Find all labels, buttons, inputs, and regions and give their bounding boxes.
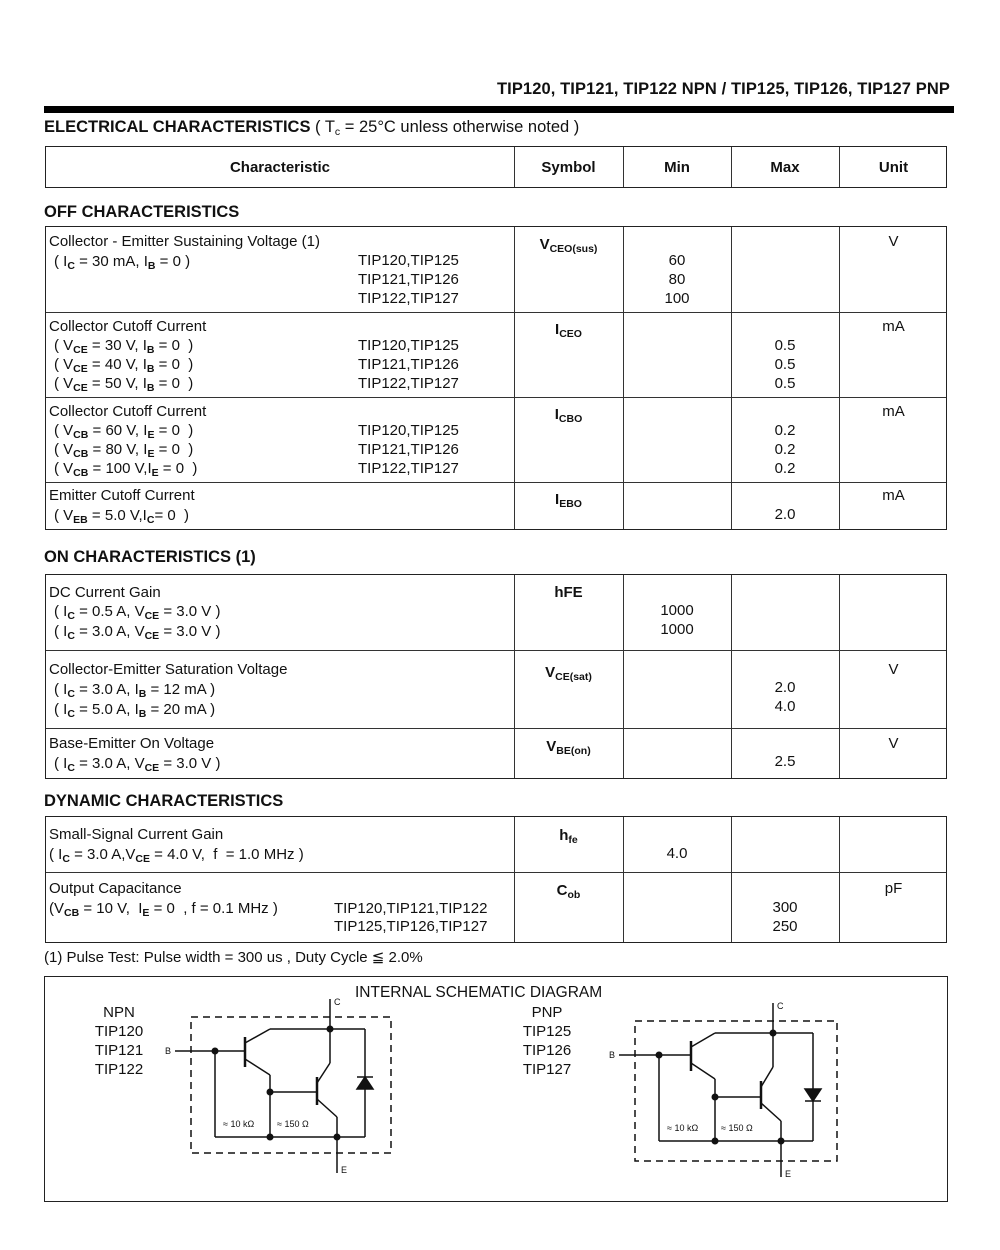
row-iceo-cond: ( $V_{CE} = 30$ V, $I_B = 0$ ) <box>54 337 194 356</box>
max-value: 2.5 <box>774 753 796 770</box>
device-label: TIP121,TIP126 <box>358 441 459 458</box>
row-hfe-cond: ( $I_C = 0.5$ A, $V_{CE} = 3.0$ V ) <box>54 603 221 622</box>
pnp-pin-b: B <box>609 1050 616 1060</box>
internal-schematic-diagram <box>44 976 948 1202</box>
pnp-label: PNP <box>531 1004 563 1021</box>
min-value: 60 <box>668 252 686 269</box>
row-iceo-cond: ( $V_{CE} = 50$ V, $I_B = 0$ ) <box>54 375 194 394</box>
col-characteristic: Characteristic <box>229 159 331 176</box>
header-rule <box>44 106 954 113</box>
dynamic-table <box>45 816 947 943</box>
max-value: 0.2 <box>774 422 796 439</box>
max-value: 0.5 <box>774 337 796 354</box>
npn-r2-label: ≈ 150 Ω <box>277 1119 309 1129</box>
row-hfe-ss-cond: ( $I_C = 3.0$ $A,V_{CE} = 4.0$ V, f = 1.0 MHz ) <box>49 846 304 865</box>
min-value: 4.0 <box>666 845 688 862</box>
unit-value: mA <box>882 487 905 504</box>
row-vceo-name: Collector - Emitter Sustaining Voltage (1) <box>49 233 320 250</box>
row-icbo-cond: ( $V_{CB} = 60$ V, $I_E = 0$ ) <box>54 422 194 441</box>
pnp-part: TIP127 <box>522 1061 572 1078</box>
device-label: TIP121,TIP126 <box>358 271 459 288</box>
symbol-icbo: $I_{CBO}$ <box>554 406 583 425</box>
row-vcesat-cond: ( $I_C = 5.0$ A, $I_B = 20$ mA ) <box>54 701 216 720</box>
symbol-hfe: hFE <box>554 584 583 601</box>
max-value: 4.0 <box>774 698 796 715</box>
npn-pin-b: B <box>165 1046 172 1056</box>
row-vbeon-cond: ( $I_C = 3.0$ A, $V_{CE} = 3.0$ V ) <box>54 755 221 774</box>
on-table <box>45 574 947 779</box>
symbol-vceo: $V_{CEO(sus)}$ <box>539 236 598 255</box>
document-header: TIP120, TIP121, TIP122 NPN / TIP125, TIP126, TIP127 PNP <box>496 80 950 98</box>
schematic-drawing <box>45 977 949 1203</box>
device-label: TIP120,TIP125 <box>358 422 459 439</box>
symbol-iebo: $I_{EBO}$ <box>555 491 582 510</box>
section-on: ON CHARACTERISTICS (1) <box>44 548 256 566</box>
row-iebo-cond: ( $V_{EB} = 5.0$ $V,I_C= 0$ ) <box>54 507 190 526</box>
pulse-test-note: (1) Pulse Test: Pulse width = 300 us , Duty Cycle ≦ 2.0% <box>44 949 423 966</box>
row-icbo-name: Collector Cutoff Current <box>49 403 207 420</box>
npn-part: TIP121 <box>94 1042 144 1059</box>
row-hfe-name: DC Current Gain <box>49 584 161 601</box>
npn-pin-c: C <box>334 997 341 1007</box>
pnp-pin-e: E <box>785 1169 792 1179</box>
unit-value: mA <box>882 403 905 420</box>
device-label: TIP122,TIP127 <box>358 290 459 307</box>
symbol-cob: $C_{ob}$ <box>556 882 581 901</box>
max-value: 0.5 <box>774 375 796 392</box>
unit-value: mA <box>882 318 905 335</box>
device-label: TIP121,TIP126 <box>358 356 459 373</box>
max-value: 2.0 <box>774 506 796 523</box>
row-vbeon-name: Base-Emitter On Voltage <box>49 735 215 752</box>
column-header-table <box>45 146 947 188</box>
pnp-part: TIP125 <box>522 1023 572 1040</box>
max-value: 250 <box>772 918 798 935</box>
symbol-vcesat: $V_{CE(sat)}$ <box>545 664 592 683</box>
device-label: TIP120,TIP125 <box>358 252 459 269</box>
unit-value: pF <box>884 880 903 897</box>
symbol-vbeon: $V_{BE(on)}$ <box>546 738 591 757</box>
row-iceo-name: Collector Cutoff Current <box>49 318 207 335</box>
npn-r1-label: ≈ 10 kΩ <box>223 1119 255 1129</box>
device-label: TIP120,TIP121,TIP122 <box>334 900 488 917</box>
npn-part: TIP120 <box>94 1023 144 1040</box>
pnp-pin-c: C <box>777 1001 784 1011</box>
row-vcesat-cond: ( $I_C = 3.0$ A, $I_B = 12$ mA ) <box>54 681 216 700</box>
row-icbo-cond: ( $V_{CB} = 100$ $V,I_E = 0$ ) <box>54 460 198 479</box>
row-iebo-name: Emitter Cutoff Current <box>49 487 195 504</box>
unit-value: V <box>888 661 899 678</box>
section-dynamic: DYNAMIC CHARACTERISTICS <box>44 792 284 810</box>
col-symbol: Symbol <box>541 159 596 176</box>
unit-value: V <box>888 233 899 250</box>
device-label: TIP122,TIP127 <box>358 460 459 477</box>
npn-label: NPN <box>103 1004 135 1021</box>
npn-pin-e: E <box>341 1165 348 1175</box>
col-max: Max <box>770 159 800 176</box>
row-hfe-ss-name: Small-Signal Current Gain <box>49 826 224 843</box>
npn-part: TIP122 <box>94 1061 144 1078</box>
section-off: OFF CHARACTERISTICS <box>44 203 240 221</box>
max-value: 0.2 <box>774 460 796 477</box>
max-value: 0.2 <box>774 441 796 458</box>
col-min: Min <box>664 159 690 176</box>
pnp-r1-label: ≈ 10 kΩ <box>667 1123 699 1133</box>
min-value: 100 <box>664 290 690 307</box>
electrical-characteristics-title: ELECTRICAL CHARACTERISTICS ( $T_c = 25^\circ C$ unless otherwise noted ) <box>44 118 580 138</box>
device-label: TIP122,TIP127 <box>358 375 459 392</box>
row-vcesat-name: Collector-Emitter Saturation Voltage <box>49 661 288 678</box>
max-value: 0.5 <box>774 356 796 373</box>
max-value: 300 <box>772 899 798 916</box>
min-value: 80 <box>668 271 686 288</box>
row-iceo-cond: ( $V_{CE} = 40$ V, $I_B = 0$ ) <box>54 356 194 375</box>
pnp-r2-label: ≈ 150 Ω <box>721 1123 753 1133</box>
symbol-hfe-ss: $h_{fe}$ <box>559 827 578 846</box>
min-value: 1000 <box>660 602 694 619</box>
max-value: 2.0 <box>774 679 796 696</box>
off-table <box>45 226 947 530</box>
row-icbo-cond: ( $V_{CB} = 80$ V, $I_E = 0$ ) <box>54 441 194 460</box>
unit-value: V <box>888 735 899 752</box>
schematic-title: INTERNAL SCHEMATIC DIAGRAM <box>355 984 603 1001</box>
device-label: TIP120,TIP125 <box>358 337 459 354</box>
min-value: 1000 <box>660 621 694 638</box>
col-unit: Unit <box>878 159 909 176</box>
row-hfe-cond: ( $I_C = 3.0$ A, $V_{CE} = 3.0$ V ) <box>54 623 221 642</box>
row-vceo-cond: ( $I_C = 30$ mA, $I_B = 0$ ) <box>54 253 191 272</box>
row-cob-name: Output Capacitance <box>49 880 182 897</box>
device-label: TIP125,TIP126,TIP127 <box>334 918 488 935</box>
pnp-part: TIP126 <box>522 1042 572 1059</box>
symbol-iceo: $I_{CEO}$ <box>555 321 582 340</box>
row-cob-cond: ($V_{CB} = 10$ V, $I_E = 0$ , f = 0.1 MHz ) <box>49 900 278 919</box>
